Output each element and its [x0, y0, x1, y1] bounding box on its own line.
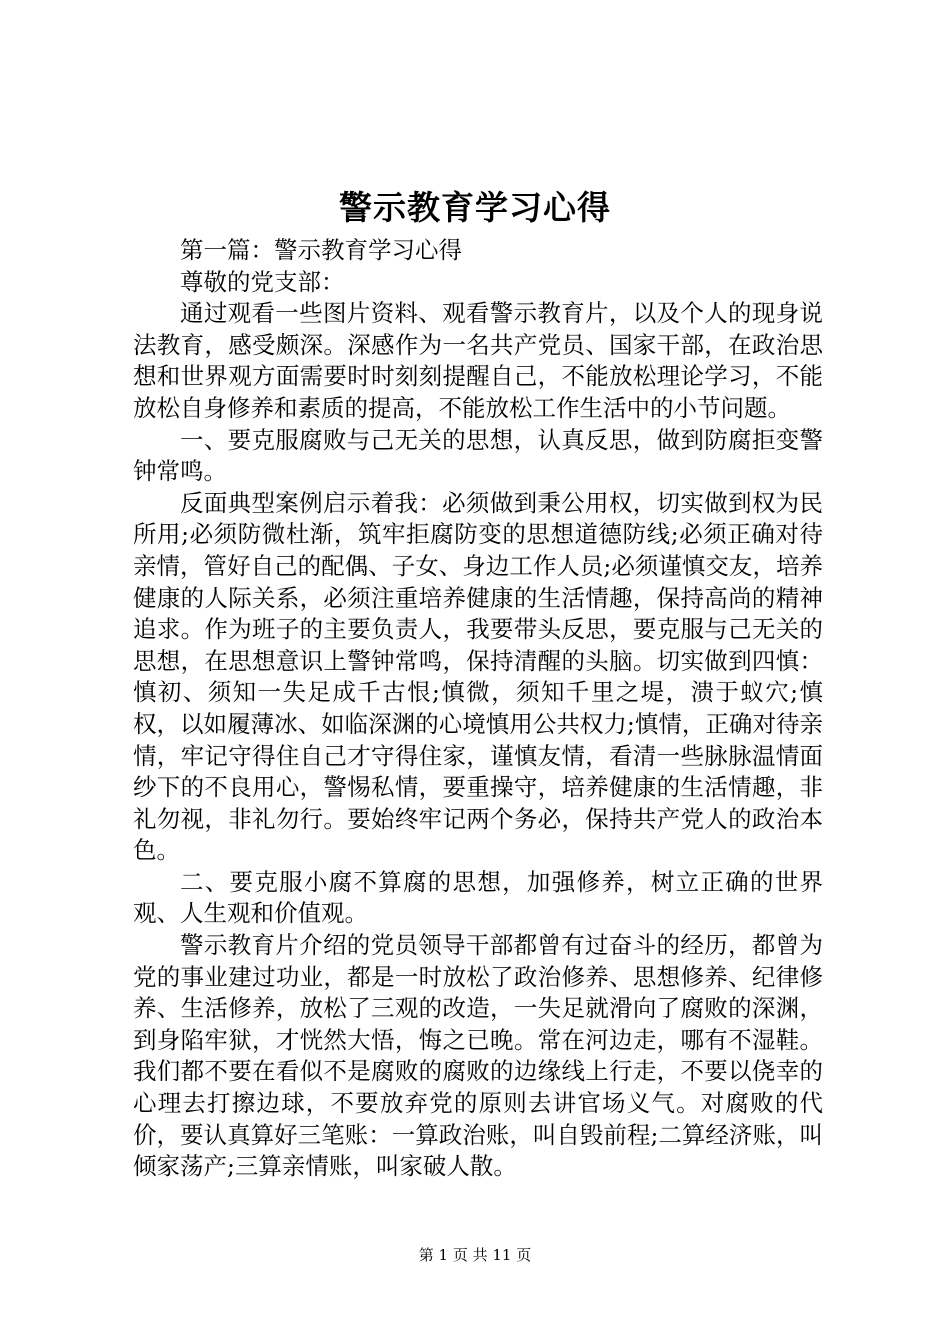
- document-body: [133, 235, 823, 1183]
- paragraph-section-one-body: 反面典型案例启示着我：必须做到秉公用权，切实做到权为民所用;必须防微杜渐，筑牢拒腐防变的思想道德防线;必须正确对待亲情，管好自己的配偶、子女、身边工作人员;必须谨慎交友，培养健康的人际关系，必须注重培养健康的生活情趣，保持高尚的精神追求。作为班子的主要负责人，我要带头反思，要克服与己无关的思想，在思想意识上警钟常鸣，保持清醒的头脑。切实做到四慎：慎初、须知一失足成千古恨;慎微，须知千里之堤，溃于蚁穴;慎权，以如履薄冰、如临深渊的心境慎用公共权力;慎情，正确对待亲情，牢记守得住自己才守得住家，谨慎友情，看清一些脉脉温情面纱下的不良用心，警惕私情，要重操守，培养健康的生活情趣，非礼勿视，非礼勿行。要始终牢记两个务必，保持共产党人的政治本色。: [133, 488, 823, 865]
- paragraph-section-one-heading: 一、要克服腐败与己无关的思想，认真反思，做到防腐拒变警钟常鸣。: [133, 425, 823, 486]
- paragraph-intro: 通过观看一些图片资料、观看警示教育片，以及个人的现身说法教育，感受颇深。深感作为一名共产党员、国家干部，在政治思想和世界观方面需要时时刻刻提醒自己，不能放松理论学习，不能放松自身修养和素质的提高，不能放松工作生活中的小节问题。: [133, 299, 823, 422]
- page-footer: 第 1 页 共 11 页: [418, 1246, 532, 1264]
- paragraph-salutation: 尊敬的党支部：: [180, 267, 345, 296]
- paragraph-section-two-heading: 二、要克服小腐不算腐的思想，加强修养，树立正确的世界观、人生观和价值观。: [133, 867, 823, 928]
- paragraph-chapter-heading: 第一篇：警示教育学习心得: [180, 236, 462, 264]
- paragraph-section-two-body: 警示教育片介绍的党员领导干部都曾有过奋斗的经历，都曾为党的事业建过功业，都是一时放松了政治修养、思想修养、纪律修养、生活修养，放松了三观的改造，一失足就滑向了腐败的深渊，到身陷牢狱，才恍然大悟，悔之已晚。常在河边走，哪有不湿鞋。我们都不要在看似不是腐败的腐败的边缘线上行走，不要以侥幸的心理去打擦边球，不要放弃党的原则去讲官场义气。对腐败的代价，要认真算好三笔账：一算政治账，叫自毁前程;二算经济账，叫倾家荡产;三算亲情账，叫家破人散。: [133, 931, 823, 1181]
- document-title: 警示教育学习心得: [339, 188, 611, 227]
